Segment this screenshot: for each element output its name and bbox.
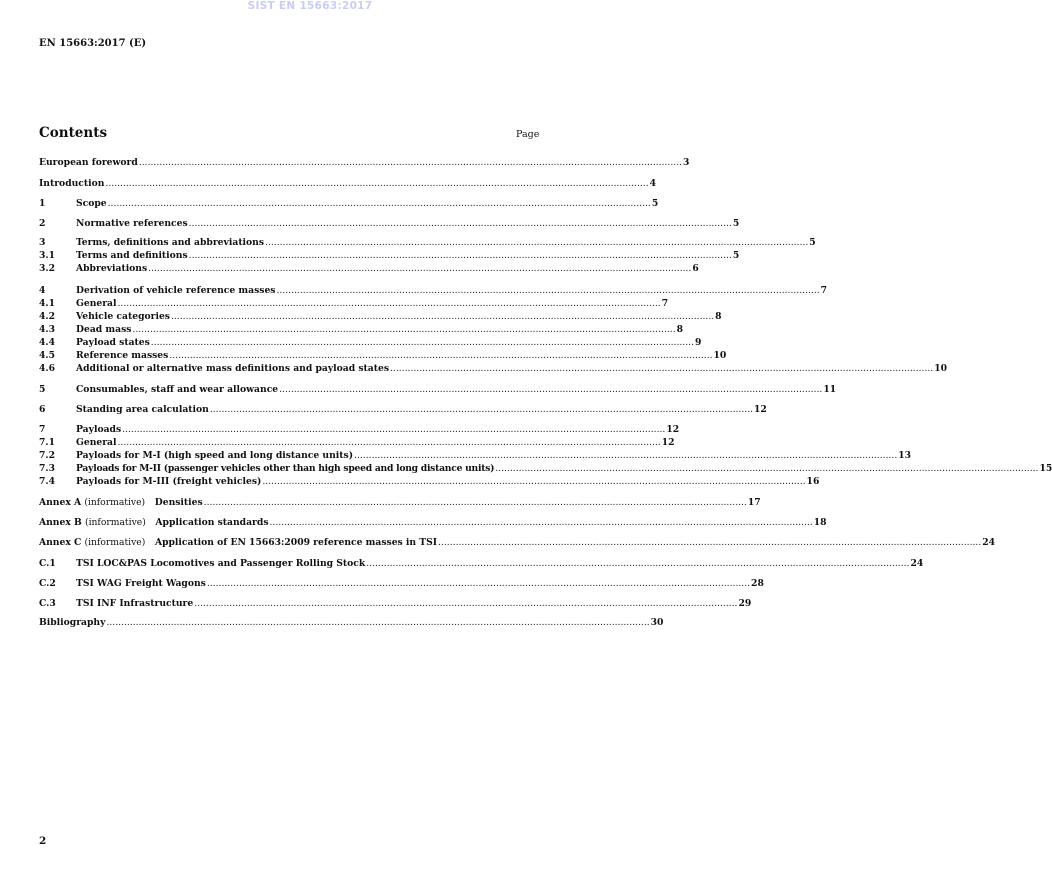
leader-dots: .......................................................................................................................................................................................... bbox=[138, 157, 683, 168]
toc-page: 16 bbox=[806, 476, 820, 487]
toc-page: 5 bbox=[732, 218, 740, 229]
toc-entry-7-2[interactable] bbox=[39, 449, 912, 462]
toc-page: 10 bbox=[934, 363, 947, 374]
toc-page: 29 bbox=[738, 598, 752, 609]
toc-entry-c-1[interactable] bbox=[39, 557, 924, 570]
toc-label: Payloads for M-II (passenger vehicles other than high speed and long distance units) bbox=[76, 463, 495, 474]
toc-entry-7[interactable] bbox=[39, 423, 680, 436]
toc-label: Application of EN 15663:2009 reference masses in TSI bbox=[154, 537, 438, 548]
toc-number: 7.3 bbox=[39, 463, 55, 474]
toc-label: TSI INF Infrastructure bbox=[76, 598, 194, 609]
toc-entry-annex-a[interactable] bbox=[39, 496, 761, 509]
toc-entry-bibliography[interactable] bbox=[39, 616, 664, 629]
leader-dots: .......................................................................................................................................................................................... bbox=[279, 384, 823, 395]
contents-title: Contents bbox=[39, 125, 108, 141]
toc-page: 24 bbox=[910, 558, 924, 569]
toc-number: 4.1 bbox=[39, 298, 55, 309]
toc-number: 5 bbox=[39, 384, 46, 395]
toc-label: Vehicle categories bbox=[76, 311, 170, 322]
toc-entry-6[interactable] bbox=[39, 403, 767, 416]
leader-dots: .......................................................................................................................................................................................... bbox=[203, 497, 747, 508]
toc-page: 10 bbox=[713, 350, 727, 361]
leader-dots: .......................................................................................................................................................................................... bbox=[366, 558, 910, 569]
toc-page: 6 bbox=[692, 263, 699, 274]
toc-entry-4-3[interactable] bbox=[39, 323, 684, 336]
leader-dots: .......................................................................................................................................................................................... bbox=[117, 437, 661, 448]
toc-label: Reference masses bbox=[76, 350, 169, 361]
toc-entry-7-3[interactable] bbox=[39, 462, 1052, 475]
toc-page: 5 bbox=[809, 237, 816, 248]
toc-label: General bbox=[76, 298, 117, 309]
toc-number: 4.5 bbox=[39, 350, 55, 361]
toc-number: 3.1 bbox=[39, 250, 55, 261]
toc-number: 7.4 bbox=[39, 476, 55, 487]
watermark: SIST EN 15663:2017 bbox=[247, 0, 373, 12]
toc-page: 13 bbox=[898, 450, 912, 461]
toc-entry-4-6[interactable] bbox=[39, 362, 947, 375]
annex-id: Annex B bbox=[39, 517, 82, 528]
leader-dots: .......................................................................................................................................................................................... bbox=[150, 337, 694, 348]
toc-page: 7 bbox=[661, 298, 669, 309]
toc-number: 4.2 bbox=[39, 311, 55, 322]
toc-page: 4 bbox=[649, 178, 657, 189]
footer-page-number: 2 bbox=[39, 835, 47, 847]
toc-label: TSI LOC&PAS Locomotives and Passenger Rolling Stock bbox=[76, 558, 366, 569]
toc-number: 7 bbox=[39, 424, 46, 435]
annex-type: (informative) bbox=[84, 537, 146, 548]
toc-number: 6 bbox=[39, 404, 46, 415]
toc-entry-7-1[interactable] bbox=[39, 436, 675, 449]
toc-label: Derivation of vehicle reference masses bbox=[76, 285, 276, 296]
leader-dots: .......................................................................................................................................................................................... bbox=[117, 298, 661, 309]
toc-label: Dead mass bbox=[76, 324, 132, 335]
toc-number: 3 bbox=[39, 237, 46, 248]
leader-dots: .......................................................................................................................................................................................... bbox=[148, 263, 692, 274]
toc-page: 3 bbox=[683, 157, 690, 168]
leader-dots: .......................................................................................................................................................................................... bbox=[262, 476, 806, 487]
toc-page: 28 bbox=[751, 578, 764, 589]
toc-page: 7 bbox=[820, 285, 828, 296]
toc-number: 2 bbox=[39, 218, 46, 229]
toc-number: 7.2 bbox=[39, 450, 55, 461]
annex-type: (informative) bbox=[84, 517, 146, 528]
leader-dots: .......................................................................................................................................................................................... bbox=[169, 350, 713, 361]
toc-label: Densities bbox=[154, 497, 203, 508]
page-column-heading: Page bbox=[516, 129, 540, 140]
toc-label: Normative references bbox=[76, 218, 188, 229]
toc-page: 8 bbox=[676, 324, 684, 335]
toc-entry-3[interactable] bbox=[39, 236, 816, 249]
toc-page: 5 bbox=[732, 250, 740, 261]
toc-label: Payloads bbox=[76, 424, 122, 435]
toc-label: Application standards bbox=[155, 517, 269, 528]
leader-dots: .......................................................................................................................................................................................... bbox=[194, 598, 738, 609]
toc-entry-2[interactable] bbox=[39, 217, 740, 230]
toc-label: Payloads for M-III (freight vehicles) bbox=[76, 476, 262, 487]
toc-number: 4.4 bbox=[39, 337, 55, 348]
toc-page: 12 bbox=[754, 404, 767, 415]
toc-entry-c-3[interactable] bbox=[39, 597, 752, 610]
leader-dots: .......................................................................................................................................................................................... bbox=[122, 424, 666, 435]
toc-number: 3.2 bbox=[39, 263, 55, 274]
toc-page: 8 bbox=[715, 311, 722, 322]
toc-page: 11 bbox=[823, 384, 837, 395]
toc-page: 24 bbox=[982, 537, 996, 548]
toc-page: 30 bbox=[650, 617, 664, 628]
toc-page: 9 bbox=[694, 337, 702, 348]
toc-number: 4.6 bbox=[39, 363, 55, 374]
leader-dots: .......................................................................................................................................................................................... bbox=[188, 250, 732, 261]
toc-number: C.1 bbox=[39, 558, 56, 569]
leader-dots: .......................................................................................................................................................................................... bbox=[354, 450, 898, 461]
toc-entry-4-4[interactable] bbox=[39, 336, 702, 349]
toc-label: European foreword bbox=[39, 157, 138, 168]
toc-label: Payload states bbox=[76, 337, 150, 348]
leader-dots: .......................................................................................................................................................................................... bbox=[170, 311, 715, 322]
toc-number: 4.3 bbox=[39, 324, 55, 335]
toc-entry-annex-c[interactable] bbox=[39, 536, 996, 549]
toc-entry-3-2[interactable] bbox=[39, 262, 699, 275]
toc-label: TSI WAG Freight Wagons bbox=[76, 578, 206, 589]
toc-entry-annex-b[interactable] bbox=[39, 516, 827, 529]
leader-dots: .......................................................................................................................................................................................... bbox=[105, 178, 649, 189]
toc-label: Terms, definitions and abbreviations bbox=[76, 237, 265, 248]
leader-dots: .......................................................................................................................................................................................... bbox=[495, 463, 1039, 474]
toc-label: Payloads for M-I (high speed and long distance units) bbox=[76, 450, 354, 461]
toc-entry-c-2[interactable] bbox=[39, 577, 764, 590]
toc-label: Consumables, staff and wear allowance bbox=[76, 384, 279, 395]
toc-page: 12 bbox=[661, 437, 675, 448]
toc-entry-5[interactable] bbox=[39, 383, 837, 396]
leader-dots: .......................................................................................................................................................................................... bbox=[132, 324, 676, 335]
toc-page: 12 bbox=[666, 424, 680, 435]
toc-label: Introduction bbox=[39, 178, 105, 189]
leader-dots: .......................................................................................................................................................................................... bbox=[188, 218, 732, 229]
toc-page: 15 bbox=[1039, 463, 1052, 474]
leader-dots: .......................................................................................................................................................................................... bbox=[276, 285, 820, 296]
leader-dots: .......................................................................................................................................................................................... bbox=[106, 617, 650, 628]
toc-number: 4 bbox=[39, 285, 46, 296]
toc-label: Standing area calculation bbox=[76, 404, 209, 415]
toc-page: 5 bbox=[651, 198, 659, 209]
leader-dots: .......................................................................................................................................................................................... bbox=[438, 537, 982, 548]
toc-entry-introduction[interactable] bbox=[39, 177, 657, 190]
toc-label: Terms and definitions bbox=[76, 250, 188, 261]
leader-dots: .......................................................................................................................................................................................... bbox=[269, 517, 813, 528]
toc-entry-1[interactable] bbox=[39, 197, 659, 210]
toc-page: 17 bbox=[747, 497, 761, 508]
toc-page: 18 bbox=[813, 517, 827, 528]
leader-dots: .......................................................................................................................................................................................... bbox=[209, 404, 754, 415]
annex-id: Annex A bbox=[39, 497, 82, 508]
toc-entry-7-4[interactable] bbox=[39, 475, 820, 488]
document-id-header: EN 15663:2017 (E) bbox=[39, 38, 147, 49]
leader-dots: .......................................................................................................................................................................................... bbox=[206, 578, 751, 589]
toc-entry-3-1[interactable] bbox=[39, 249, 740, 262]
toc-entry-4-2[interactable] bbox=[39, 310, 722, 323]
toc-number: 1 bbox=[39, 198, 46, 209]
toc-label: Additional or alternative mass definitions and payload states bbox=[76, 363, 389, 374]
toc-label: General bbox=[76, 437, 117, 448]
toc-entry-european-foreword[interactable] bbox=[39, 156, 690, 169]
leader-dots: .......................................................................................................................................................................................... bbox=[390, 363, 934, 374]
toc-number: 7.1 bbox=[39, 437, 55, 448]
toc-number: C.2 bbox=[39, 578, 56, 589]
toc-label: Abbreviations bbox=[76, 263, 148, 274]
toc-entry-4[interactable] bbox=[39, 284, 828, 297]
leader-dots: .......................................................................................................................................................................................... bbox=[107, 198, 651, 209]
toc-label: Bibliography bbox=[39, 617, 106, 628]
annex-id: Annex C bbox=[39, 537, 82, 548]
toc-number: C.3 bbox=[39, 598, 56, 609]
leader-dots: .......................................................................................................................................................................................... bbox=[265, 237, 809, 248]
toc-entry-4-1[interactable] bbox=[39, 297, 669, 310]
toc-entry-4-5[interactable] bbox=[39, 349, 727, 362]
annex-type: (informative) bbox=[84, 497, 146, 508]
toc-label: Scope bbox=[76, 198, 107, 209]
